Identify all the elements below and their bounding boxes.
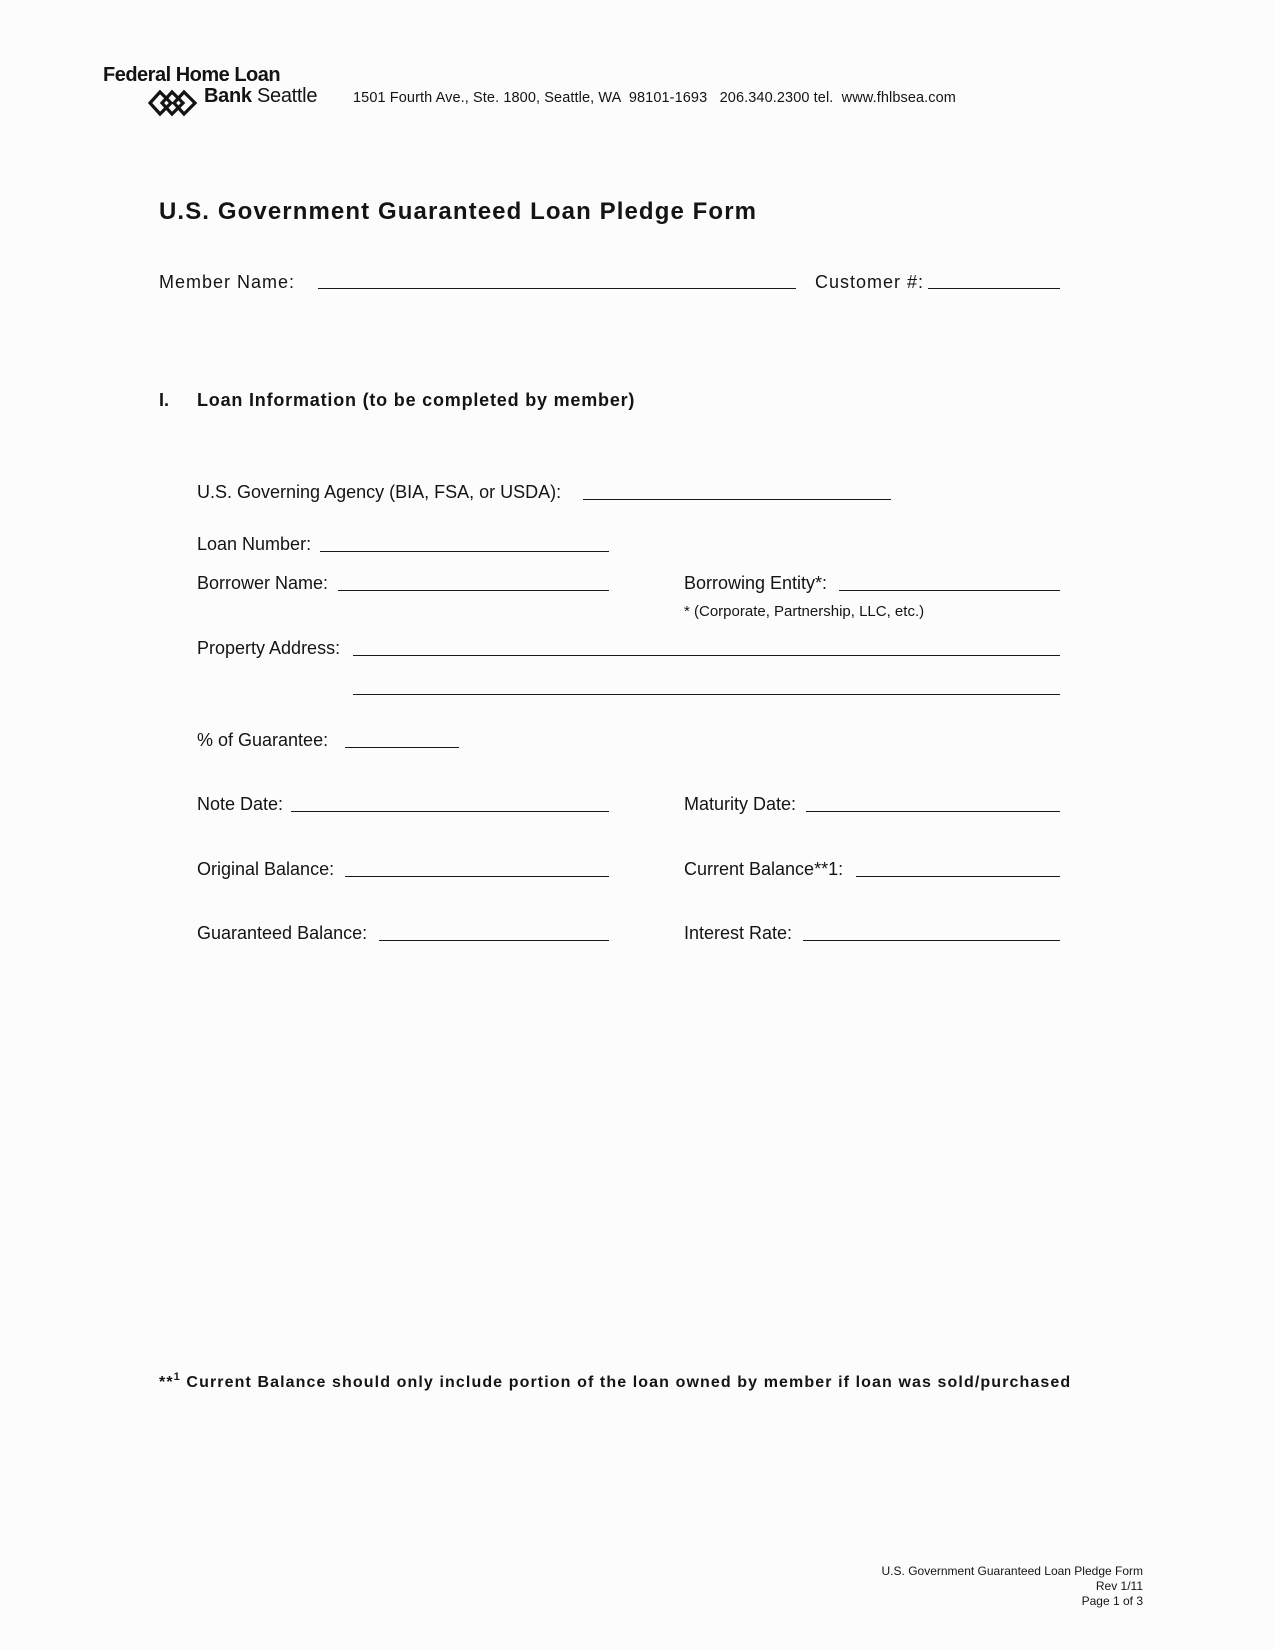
borrower-name-label: Borrower Name: bbox=[197, 573, 329, 593]
guaranteed-balance-label: Guaranteed Balance: bbox=[197, 923, 368, 943]
original-balance-field[interactable] bbox=[345, 876, 609, 877]
footer-revision: Rev 1/11 bbox=[1095, 1579, 1143, 1593]
page-footer bbox=[882, 1564, 1143, 1609]
customer-number-label: Customer #: bbox=[815, 272, 925, 292]
logo-text-line2: Bank Seattle bbox=[204, 85, 318, 107]
loan-number-label: Loan Number: bbox=[197, 534, 312, 554]
property-address-field-line2[interactable] bbox=[353, 694, 1060, 695]
logo-text-line1: Federal Home Loan bbox=[103, 64, 281, 86]
note-date-field[interactable] bbox=[291, 811, 609, 812]
maturity-date-field[interactable] bbox=[806, 811, 1060, 812]
member-name-field[interactable] bbox=[318, 288, 796, 289]
agency-label: U.S. Governing Agency (BIA, FSA, or USDA): bbox=[197, 482, 562, 502]
guarantee-percent-field[interactable] bbox=[345, 747, 459, 748]
borrowing-entity-field[interactable] bbox=[839, 590, 1060, 591]
original-balance-label: Original Balance: bbox=[197, 859, 335, 879]
footer-page-number: Page 1 of 3 bbox=[1081, 1594, 1143, 1608]
interest-rate-field[interactable] bbox=[803, 940, 1060, 941]
note-date-label: Note Date: bbox=[197, 794, 284, 814]
customer-number-field[interactable] bbox=[928, 288, 1060, 289]
maturity-date-label: Maturity Date: bbox=[684, 794, 797, 814]
current-balance-field[interactable] bbox=[856, 876, 1060, 877]
property-address-field-line1[interactable] bbox=[353, 655, 1060, 656]
borrower-name-field[interactable] bbox=[338, 590, 609, 591]
loan-number-field[interactable] bbox=[320, 551, 609, 552]
property-address-label: Property Address: bbox=[197, 638, 341, 658]
current-balance-footnote: **$^1$ Current Balance should only include portion of the loan owned by member if loan was sold/purchased bbox=[159, 1371, 1072, 1391]
page-title: U.S. Government Guaranteed Loan Pledge Form bbox=[159, 198, 758, 225]
interest-rate-label: Interest Rate: bbox=[684, 923, 793, 943]
guarantee-percent-label: % of Guarantee: bbox=[197, 730, 329, 750]
member-name-label: Member Name: bbox=[159, 272, 296, 292]
guaranteed-balance-field[interactable] bbox=[379, 940, 609, 941]
borrowing-entity-note: * (Corporate, Partnership, LLC, etc.) bbox=[684, 603, 925, 620]
borrowing-entity-label: Borrowing Entity*: bbox=[684, 573, 828, 593]
section-title: Loan Information (to be completed by member) bbox=[197, 390, 636, 410]
current-balance-label: Current Balance**1: bbox=[684, 859, 844, 879]
footer-form-name: U.S. Government Guaranteed Loan Pledge Form bbox=[881, 1564, 1143, 1578]
bank-address: 1501 Fourth Ave., Ste. 1800, Seattle, WA 98101-1693 206.340.2300 tel. www.fhlbsea.com bbox=[353, 90, 956, 106]
fhlb-logo-icon bbox=[148, 88, 198, 118]
agency-field[interactable] bbox=[583, 499, 891, 500]
section-number: I. bbox=[159, 390, 170, 410]
